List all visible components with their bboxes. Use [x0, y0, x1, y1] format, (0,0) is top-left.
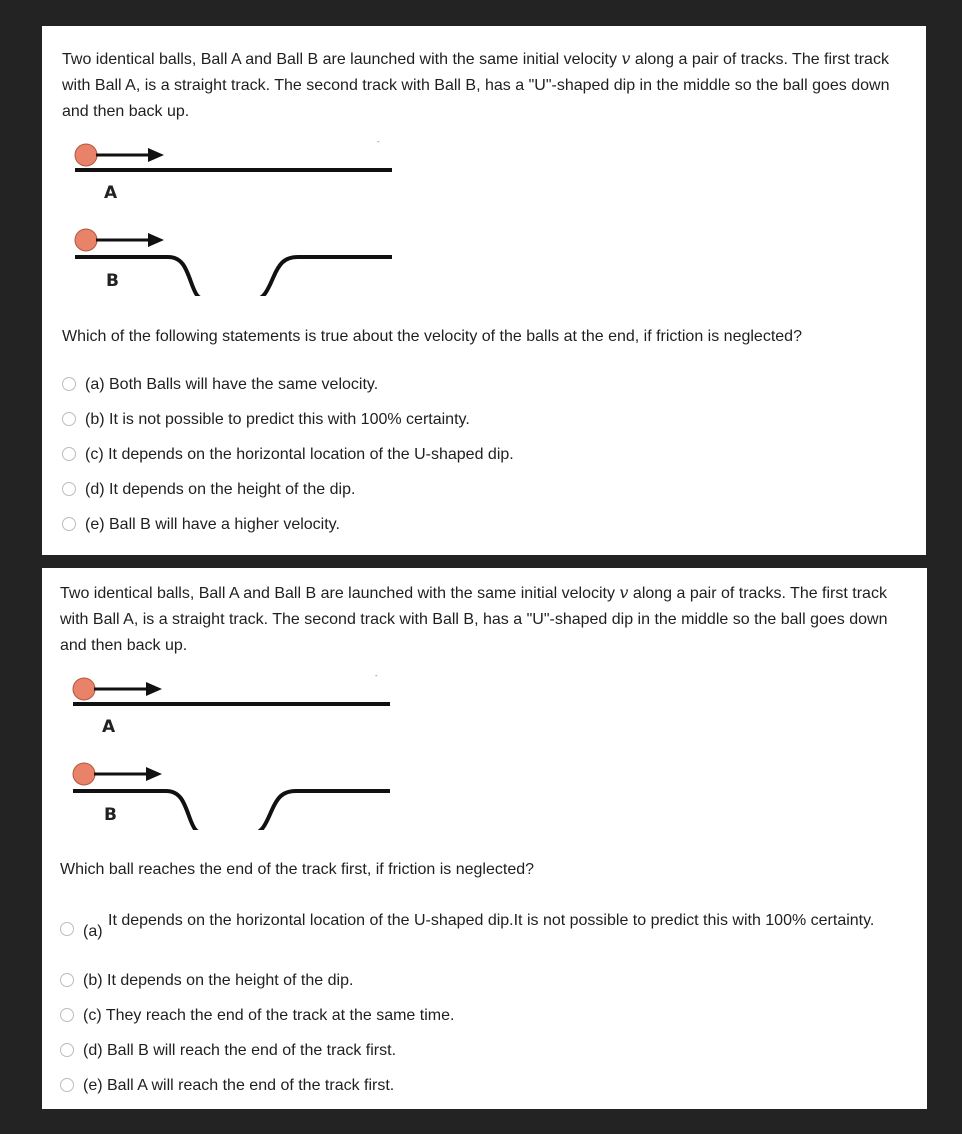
radio-button[interactable] [62, 447, 76, 461]
track-b-diagram [75, 229, 392, 296]
intro-text-end: along a pair of tracks. The first track with Ball A, is a straight track. The second track with Ball B, has a "U"-shaped dip in the middle so the ball goes down and then back up. [62, 51, 890, 120]
question-card-1 [42, 26, 926, 555]
q2-option-c[interactable] [60, 1005, 920, 1040]
ball-a [73, 678, 95, 700]
q2-option-e[interactable] [60, 1075, 920, 1110]
tracks-figure-1 [70, 136, 410, 296]
ball-b [75, 229, 97, 251]
label-b: B [104, 805, 117, 825]
question-1-prompt: Which of the following statements is true about the velocity of the balls at the end, if friction is neglected? [62, 328, 802, 345]
track-b-diagram [73, 763, 390, 830]
arrowhead-a [148, 148, 164, 162]
tick-mark: - [377, 137, 380, 146]
tick-mark: - [375, 671, 378, 680]
radio-button[interactable] [60, 1043, 74, 1057]
question-2-intro [60, 580, 910, 659]
u-dip-track-b [73, 791, 390, 830]
option-label: (c) It depends on the horizontal location of the U-shaped dip. [85, 446, 514, 463]
radio-button[interactable] [60, 973, 74, 987]
radio-button[interactable] [60, 1078, 74, 1092]
option-letter: (a) [83, 923, 103, 940]
option-label: It depends on the horizontal location of the U-shaped dip.It is not possible to predict this with 100% certainty. [108, 912, 875, 929]
radio-button[interactable] [62, 412, 76, 426]
q2-option-d[interactable] [60, 1040, 920, 1075]
radio-button[interactable] [62, 517, 76, 531]
radio-button[interactable] [62, 377, 76, 391]
arrowhead-b [146, 767, 162, 781]
question-card-2 [42, 568, 927, 1109]
velocity-symbol: v [619, 583, 629, 602]
velocity-symbol: v [621, 49, 631, 68]
track-a-diagram [75, 137, 392, 203]
label-b: B [106, 271, 119, 291]
question-2-prompt: Which ball reaches the end of the track first, if friction is neglected? [60, 861, 535, 878]
ball-a [75, 144, 97, 166]
arrowhead-a [146, 682, 162, 696]
option-label: (d) It depends on the height of the dip. [85, 481, 356, 498]
radio-button[interactable] [60, 922, 74, 936]
intro-text-start: Two identical balls, Ball A and Ball B are launched with the same initial velocity [60, 585, 620, 602]
intro-text-end: along a pair of tracks. The first track with Ball A, is a straight track. The second track with Ball B, has a "U"-shaped dip in the middle so the ball goes down and then back up. [60, 585, 888, 654]
option-label: (b) It is not possible to predict this with 100% certainty. [85, 411, 470, 428]
question-2-options [60, 910, 920, 1110]
option-label: (a) Both Balls will have the same velocity. [85, 376, 379, 393]
radio-button[interactable] [60, 1008, 74, 1022]
label-a: A [104, 183, 118, 203]
option-label: (e) Ball B will have a higher velocity. [85, 516, 340, 533]
option-label: (c) They reach the end of the track at the same time. [83, 1007, 455, 1024]
q2-option-b[interactable] [60, 970, 920, 1005]
u-dip-track-b [75, 257, 392, 296]
option-label: (d) Ball B will reach the end of the track first. [83, 1042, 397, 1059]
option-label: (b) It depends on the height of the dip. [83, 972, 354, 989]
question-1-intro [62, 46, 912, 125]
track-a-diagram [73, 671, 390, 737]
radio-button[interactable] [62, 482, 76, 496]
tracks-figure-2 [68, 670, 408, 830]
q2-option-a[interactable] [60, 910, 920, 970]
arrowhead-b [148, 233, 164, 247]
ball-b [73, 763, 95, 785]
option-label: (e) Ball A will reach the end of the track first. [83, 1077, 395, 1094]
intro-text-start: Two identical balls, Ball A and Ball B are launched with the same initial velocity [62, 51, 622, 68]
label-a: A [102, 717, 116, 737]
